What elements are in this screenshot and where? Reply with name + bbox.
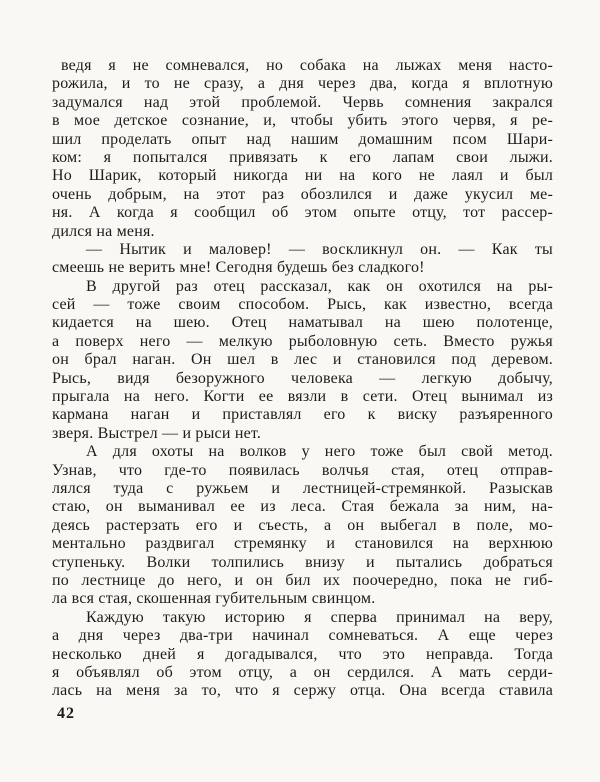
paragraph <box>52 609 553 701</box>
text-line: деясь растерзать его и съесть, а он выбегал в поле, мо- <box>52 516 553 534</box>
paragraph <box>52 278 553 444</box>
text-line: ла вся стая, скошенная губительным свинцом. <box>52 590 376 608</box>
text-line: ступеньку. Волки толпились внизу и пытались добраться <box>52 553 553 571</box>
text-line: несколько дней я догадывался, что это неправда. Тогда <box>52 645 553 663</box>
text-line: задумался над этой проблемой. Червь сомнения закрался <box>52 93 553 111</box>
text-line: лась на меня за то, что я сержу отца. Она всегда ставила <box>52 682 553 700</box>
text-line: а дня через два-три начинал сомневаться. А еще через <box>52 627 553 645</box>
text-line: лялся туда с ружьем и лестницей-стремянкой. Разыскав <box>52 479 553 497</box>
text-line: В другой раз отец рассказал, как он охотился на ры- <box>86 277 553 295</box>
text-line: Но Шарик, который никогда ни на кого не лаял и был <box>52 167 553 185</box>
text-line: Рысь, видя безоружного человека — легкую добычу, <box>52 369 553 387</box>
text-line: зверя. Выстрел — и рыси нет. <box>52 424 262 442</box>
paragraph <box>52 57 553 241</box>
paragraph <box>52 241 553 278</box>
text-line: стаю, он выманивал ее из леса. Стая бежала за ним, на- <box>52 498 553 516</box>
page-number: 42 <box>57 705 75 722</box>
text-line: Каждую такую историю я сперва принимал на веру, <box>86 608 553 626</box>
text-line: А для охоты на волков у него тоже был свой метод. <box>86 443 553 461</box>
text-line: — Нытик и маловер! — воскликнул он. — Как ты <box>86 240 553 258</box>
text-line: кармана наган и приставлял его к виску разъяренного <box>52 406 553 424</box>
text-line: кидается на шею. Отец наматывал на шею полотенце, <box>52 314 553 332</box>
text-line: дился на меня. <box>52 222 155 240</box>
text-line: сей — тоже своим способом. Рысь, как известно, всегда <box>52 296 553 314</box>
text-line: он брал наган. Он шел в лес и становился под деревом. <box>52 351 553 369</box>
text-line: я объявлял об этом отцу, а он сердился. А мать серди- <box>52 663 553 681</box>
text-line: очень добрым, на этот раз обозлился и даже укусил ме- <box>52 185 553 203</box>
text-line: шил проделать опыт над нашим домашним псом Шари- <box>52 130 553 148</box>
text-line: ведя я не сомневался, но собака на лыжах меня насто- <box>61 57 553 74</box>
text-line: ком: я попытался привязать к его лапам свои лыжи. <box>52 148 553 166</box>
text-line: ментально раздвигал стремянку и становился на верхнюю <box>52 535 553 553</box>
text-line: а поверх него — мелкую рыболовную сеть. Вместо ружья <box>52 332 553 350</box>
text-line: прыгала на него. Когти ее вязли в сети. Отец вынимал из <box>52 388 553 406</box>
text-line: в мое детское сознание, и, чтобы убить этого червя, я ре- <box>52 112 553 130</box>
text-line: смеешь не верить мне! Сегодня будешь без сладкого! <box>52 259 425 277</box>
page-text <box>52 57 553 701</box>
text-line: рожила, и то не сразу, а дня через два, когда я вплотную <box>52 75 553 93</box>
text-line: по лестнице до него, и он бил их поочередно, пока не гиб- <box>52 571 553 589</box>
text-line: ня. А когда я сообщил об этом опыте отцу, тот рассер- <box>52 204 553 222</box>
paragraph <box>52 443 553 609</box>
text-line: Узнав, что где-то появилась волчья стая, отец отправ- <box>52 461 553 479</box>
